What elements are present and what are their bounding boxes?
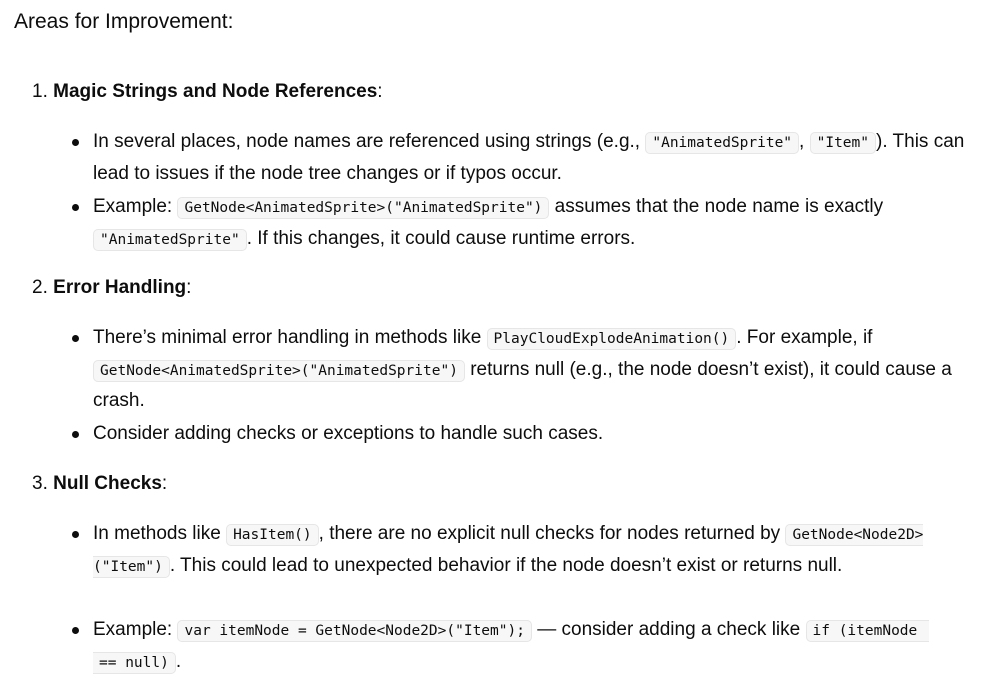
section-title-text: Null Checks	[53, 473, 162, 494]
section-title-suffix: :	[186, 277, 192, 298]
bullet-dot	[72, 335, 79, 342]
page-heading: Areas for Improvement:	[14, 10, 234, 33]
inline-code: "AnimatedSprite"	[645, 132, 799, 154]
inline-code: if (itemNode	[806, 620, 930, 642]
bullet-text: . This could lead to unexpected behavior if the node doesn’t exist or returns null.	[169, 554, 843, 576]
bullet-dot	[72, 204, 79, 211]
section-number: 2.	[32, 277, 48, 298]
inline-code: GetNode<Node2D>("Item")	[93, 524, 923, 578]
bullet-text: Consider adding checks or exceptions to handle such cases.	[93, 423, 604, 444]
inline-code: HasItem()	[226, 524, 319, 546]
bullet-text: ,	[799, 131, 810, 152]
bullet-text: assumes that the node name is exactly	[549, 196, 884, 217]
bullet-text: , there are no explicit null checks for nodes returned by	[318, 523, 786, 544]
bullet-text: Example:	[93, 619, 178, 640]
section-title-2	[32, 275, 191, 301]
section-title-3	[32, 471, 167, 497]
inline-code: == null)	[93, 652, 176, 674]
bullet-text: .	[175, 650, 182, 672]
bullet-text: There’s minimal error handling in methods like	[93, 327, 487, 348]
bullet-text: returns null (e.g., the node doesn’t exist), it could cause a crash.	[93, 358, 952, 411]
section-title-suffix: :	[377, 81, 383, 102]
bullet-text: In several places, node names are referenced using strings (e.g.,	[93, 131, 646, 152]
section-title-text: Magic Strings and Node References	[53, 81, 378, 102]
inline-code: GetNode<AnimatedSprite>("AnimatedSprite")	[177, 197, 549, 219]
bullet-text: ). This can lead to issues if the node tree changes or if typos occur.	[93, 131, 965, 184]
bullet-text: . For example, if	[736, 327, 873, 348]
inline-code: var itemNode = GetNode<Node2D>("Item");	[177, 620, 531, 642]
bullet-text: In methods like	[93, 523, 227, 544]
bullet-text: Example:	[93, 196, 178, 217]
bullet-text: . If this changes, it could cause runtime errors.	[246, 227, 636, 249]
inline-code: PlayCloudExplodeAnimation()	[487, 328, 737, 350]
inline-code: "Item"	[810, 132, 876, 154]
bullet-dot	[72, 139, 79, 146]
section-number: 1.	[32, 81, 48, 102]
section-title-suffix: :	[161, 473, 168, 494]
bullet-dot	[72, 531, 79, 538]
section-number: 3.	[32, 473, 48, 494]
section-title-1	[32, 79, 383, 105]
bullet-dot	[72, 431, 79, 438]
bullet-text: — consider adding a check like	[531, 619, 806, 640]
inline-code: GetNode<AnimatedSprite>("AnimatedSprite")	[93, 360, 465, 382]
section-title-text: Error Handling	[53, 277, 187, 298]
bullet-dot	[72, 627, 79, 634]
inline-code: "AnimatedSprite"	[93, 229, 247, 251]
